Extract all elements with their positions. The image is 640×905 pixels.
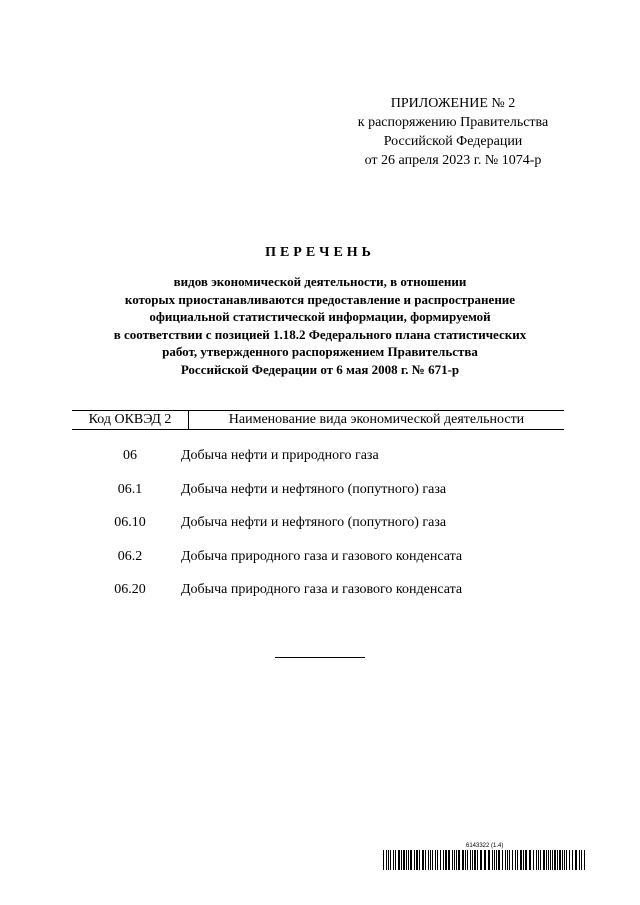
subtitle-line: официальной статистической информации, формируемой [149,309,491,325]
barcode-id: 6143322 (1.4) [466,843,504,849]
appendix-date-number: от 26 апреля 2023 г. № 1074-р [364,153,542,168]
activity-name: Добыча нефти и природного газа [181,448,379,463]
header-activity-name: Наименование вида экономической деятельности [228,412,525,427]
subtitle-line: видов экономической деятельности, в отношении [173,274,467,289]
okved-code: 06.10 [114,515,146,530]
appendix-number: ПРИЛОЖЕНИЕ № 2 [390,96,516,111]
appendix-block [330,94,576,170]
table-body [72,446,564,614]
document-subtitle [60,273,580,379]
okved-code: 06.2 [117,548,143,564]
table-row [72,513,564,547]
table-row [72,547,564,581]
document-title: ПЕРЕЧЕНЬ [265,245,375,260]
okved-code: 06 [123,448,137,463]
activity-name: Добыча нефти и нефтяного (попутного) газа [181,515,447,530]
activity-name: Добыча природного газа и газового конденсата [181,582,463,597]
end-separator-line [275,657,365,658]
subtitle-line: работ, утвержденного распоряжением Правительства [162,344,478,360]
subtitle-line: Российской Федерации от 6 мая 2008 г. № 671-р [180,361,460,377]
subtitle-line: в соответствии с позицией 1.18.2 Федерального плана статистических [113,326,527,342]
appendix-authority: Российской Федерации [383,134,523,149]
okved-code: 06.1 [117,481,143,497]
okved-code: 06.20 [114,582,146,597]
barcode-image [382,850,587,870]
table-row [72,480,564,514]
activity-name: Добыча природного газа и газового конденсата [181,548,463,564]
activity-name: Добыча нефти и нефтяного (попутного) газа [181,481,447,497]
table-header [72,410,564,430]
subtitle-line: которых приостанавливаются предоставление и распространение [124,291,516,307]
header-code: Код ОКВЭД 2 [72,411,189,429]
appendix-reference: к распоряжению Правительства [357,115,549,130]
table-row [72,446,564,480]
table-row [72,580,564,614]
